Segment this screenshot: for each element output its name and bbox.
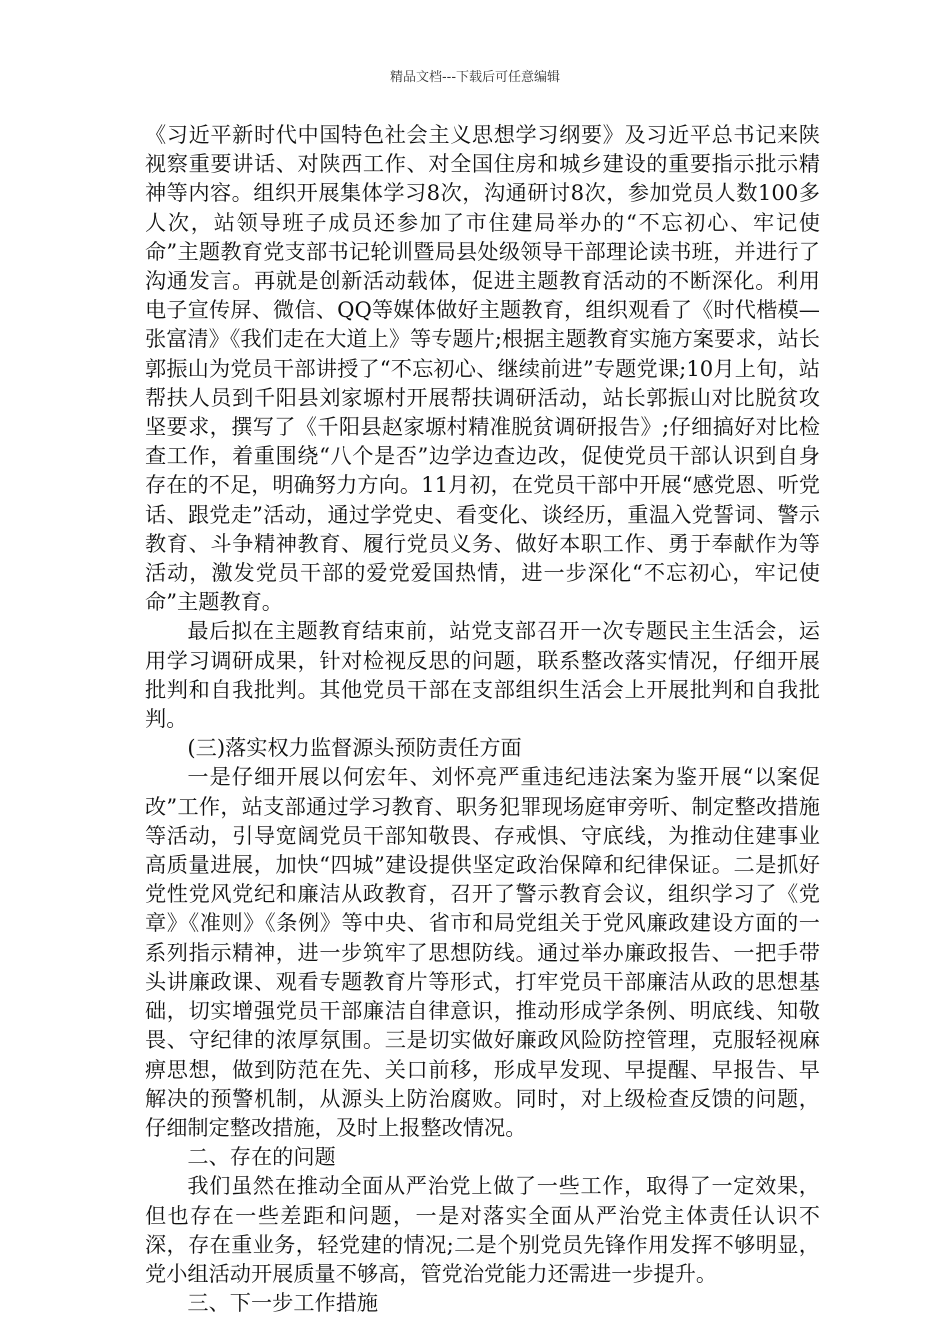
paragraph-democratic-life-meeting: 最后拟在主题教育结束前，站党支部召开一次专题民主生活会，运用学习调研成果，针对检视反思的问题，联系整改落实情况，仔细开展批判和自我批判。其他党员干部在支部组织生活会上开展批判和自我批判。: [145, 618, 820, 732]
paragraph-theme-education: 《习近平新时代中国特色社会主义思想学习纲要》及习近平总书记来陕视察重要讲话、对陕西工作、对全国住房和城乡建设的重要指示批示精神等内容。组织开展集体学习8次，沟通研讨8次，参加党员人数100多人次，站领导班子成员还参加了市住建局举办的“不忘初心、牢记使命”主题教育党支部书记轮训暨局县处级领导干部理论读书班，并进行了沟通发言。再就是创新活动载体，促进主题教育活动的不断深化。利用电子宣传屏、微信、QQ等媒体做好主题教育，组织观看了《时代楷模—张富清》《我们走在大道上》等专题片;根据主题教育实施方案要求，站长郭振山为党员干部讲授了“不忘初心、继续前进”专题党课;10月上旬，站帮扶人员到千阳县刘家塬村开展帮扶调研活动，站长郭振山对比脱贫攻坚要求，撰写了《千阳县赵家塬村精准脱贫调研报告》;仔细搞好对比检查工作，着重围绕“八个是否”边学边查边改，促使党员干部认识到自身存在的不足，明确努力方向。11月初，在党员干部中开展“感党恩、听党话、跟党走”活动，通过学党史、看变化、谈经历，重温入党誓词、警示教育、斗争精神教育、履行党员义务、做好本职工作、勇于奉献作为等活动，激发党员干部的爱党爱国热情，进一步深化“不忘初心，牢记使命”主题教育。: [145, 122, 820, 615]
paragraph-existing-problems: 我们虽然在推动全面从严治党上做了一些工作，取得了一定效果，但也存在一些差距和问题，一是对落实全面从严治党主体责任认识不深，存在重业务，轻党建的情况;二是个别党员先锋作用发挥不够明显，党小组活动开展质量不够高，管党治党能力还需进一步提升。: [145, 1173, 820, 1286]
page-header: 精品文档---下载后可任意编辑: [389, 70, 561, 85]
section-heading-power-supervision: (三)落实权力监督源头预防责任方面: [187, 735, 522, 761]
document-body: [145, 120, 820, 1317]
paragraph-power-supervision: 一是仔细开展以何宏年、刘怀亮严重违纪违法案为鉴开展“以案促改”工作，站支部通过学习教育、职务犯罪现场庭审旁听、制定整改措施等活动，引导宽阔党员干部知敬畏、存戒惧、守底线，为推动住建事业高质量进展，加快“四城”建设提供坚定政治保障和纪律保证。二是抓好党性党风党纪和廉洁从政教育，召开了警示教育会议，组织学习了《党章》《准则》《条例》等中央、省市和局党组关于党风廉政建设方面的一系列指示精神，进一步筑牢了思想防线。通过举办廉政报告、一把手带头讲廉政课、观看专题教育片等形式，打牢党员干部廉洁从政的思想基础，切实增强党员干部廉洁自律意识，推动形成学条例、明底线、知敬畏、守纪律的浓厚氛围。三是切实做好廉政风险防控管理，克服轻视麻痹思想，做到防范在先、关口前移，形成早发现、早提醒、早报告、早解决的预警机制，从源头上防治腐败。同时，对上级检查反馈的问题，仔细制定整改措施，及时上报整改情况。: [145, 764, 820, 1140]
section-heading-existing-problems: 二、存在的问题: [187, 1144, 336, 1170]
section-heading-next-steps: 三、下一步工作措施: [187, 1290, 379, 1316]
